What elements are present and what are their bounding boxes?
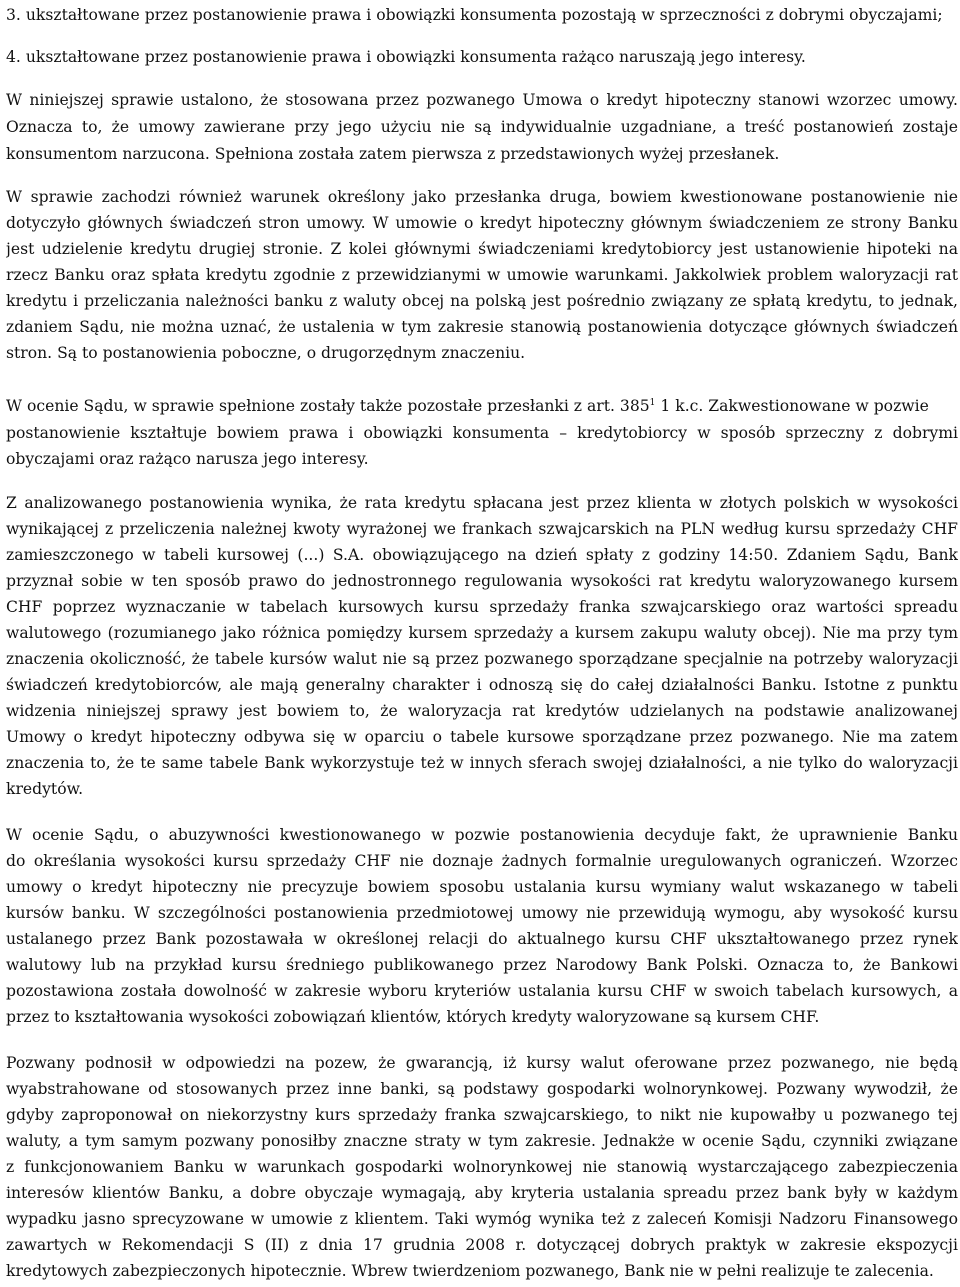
paragraph-text <box>6 393 929 419</box>
paragraph-line: Pozwany podnosił w odpowiedzi na pozew, że gwarancją, iż kursy walut oferowane przez pozwanego, nie będą <box>6 1054 958 1072</box>
paragraph-line: gdyby zaproponował on niekorzystny kurs sprzedaży franka szwajcarskiego, to nikt nie kupowałby u pozwanego tej <box>6 1106 958 1124</box>
paragraph-line: z funkcjonowaniem Banku w warunkach gospodarki wolnorynkowej nie stanowią wystarczającego zabezpieczenia <box>6 1158 958 1176</box>
paragraph-line: kursów banku. W szczególności postanowienia przedmiotowej umowy nie przewidują wymogu, aby wysokość kursu <box>6 904 958 922</box>
paragraph-line: wyabstrahowane od stosowanych przez inne banki, są podstawy gospodarki wolnorynkowej. Pozwany wywodził, że <box>6 1080 958 1098</box>
paragraph-line: Oznacza to, że umowy zawierane przy jego użyciu nie są indywidualnie uzgadniane, a treść postanowień zostaje <box>6 118 958 136</box>
list-item <box>6 2 958 28</box>
paragraph-line: jest udzielenie kredytu drugiej stronie. Z kolei głównymi świadczeniami kredytobiorcy jest ustanowienie hipoteki na <box>6 240 958 258</box>
paragraph-line: zdaniem Sądu, nie można uznać, że ustalenia w tym zakresie stanowią postanowienia dotyczące głównych świadczeń <box>6 318 958 336</box>
paragraph-line: dotyczyło głównych świadczeń stron umowy. W umowie o kredyt hipoteczny głównym świadczeniem ze strony Banku <box>6 214 958 232</box>
paragraph-line: znaczenia to, że te same tabele Bank wykorzystuje też w innych sferach swojej działalności, a nie tylko do waloryzacji <box>6 754 958 772</box>
article-reference: W ocenie Sądu, w sprawie spełnione zostały także pozostałe przesłanki z art. 385 <box>6 397 650 415</box>
paragraph-line: kredytów. <box>6 780 84 798</box>
list-item-number: 3. <box>6 6 21 24</box>
paragraph-line: W sprawie zachodzi również warunek określony jako przesłanka druga, bowiem kwestionowane postanowienie nie <box>6 188 958 206</box>
paragraph-line: wypadku jasno sprecyzowane w umowie z klientem. Taki wymóg wynika też z zaleceń Komisji Nadzoru Finansowego <box>6 1210 958 1228</box>
paragraph-text-continued: 1 k.c. Zakwestionowane w pozwie <box>655 397 929 415</box>
list-item-text: ukształtowane przez postanowienie prawa i obowiązki konsumenta rażąco naruszają jego interesy. <box>25 48 806 66</box>
paragraph-line: do określania wysokości kursu sprzedaży CHF nie doznaje żadnych formalnie uregulowanych ograniczeń. Wzorzec <box>6 852 958 870</box>
paragraph-line: wynikającej z przeliczenia należnej kwoty wyrażonej we frankach szwajcarskich na PLN według kursu sprzedaży CHF <box>6 520 958 538</box>
paragraph-line: walutowy lub na przykład kursu średniego publikowanego przez Narodowy Bank Polski. Oznacza to, że Bankowi <box>6 956 958 974</box>
paragraph-line: ustalanego przez Bank pozostawała w określonej relacji do aktualnego kursu CHF ukształtowanego przez rynek <box>6 930 958 948</box>
superscript: 1 <box>649 398 656 408</box>
paragraph-line: interesów klientów Banku, a dobre obyczaje wymagają, aby kryteria ustalania spreadu przez bank były w każdym <box>6 1184 958 1202</box>
paragraph-line: CHF poprzez wyznaczanie w tabelach kursowych kursu sprzedaży franka szwajcarskiego oraz wartości spreadu <box>6 598 958 616</box>
paragraph-line: waluty, a tym samym pozwany ponosiłby znaczne straty w tym zakresie. Jednakże w ocenie Sądu, czynniki związane <box>6 1132 958 1150</box>
paragraph-line: W niniejszej sprawie ustalono, że stosowana przez pozwanego Umowa o kredyt hipoteczny stanowi wzorzec umowy. <box>6 91 958 109</box>
paragraph-line: widzenia niniejszej sprawy jest bowiem to, że waloryzacja rat kredytów udzielanych na podstawie analizowanej <box>6 702 958 720</box>
paragraph-line: zawartych w Rekomendacji S (II) z dnia 17 grudnia 2008 r. dotyczącej dobrych praktyk w zakresie ekspozycji <box>6 1236 958 1254</box>
paragraph-line: obyczajami oraz rażąco narusza jego interesy. <box>6 450 369 468</box>
paragraph-line: umowy o kredyt hipoteczny nie precyzuje bowiem sposobu ustalania kursu wymiany walut wskazanego w tabeli <box>6 878 958 896</box>
paragraph-line: postanowienie kształtuje bowiem prawa i obowiązki konsumenta – kredytobiorcy w sposób sprzeczny z dobrymi <box>6 424 958 442</box>
paragraph-line: przez to kształtowania wysokości zobowiązań klientów, których kredyty waloryzowane są kursem CHF. <box>6 1008 820 1026</box>
paragraph-line: stron. Są to postanowienia poboczne, o drugorzędnym znaczeniu. <box>6 344 526 362</box>
list-item-text: ukształtowane przez postanowienie prawa i obowiązki konsumenta pozostają w sprzeczności z dobrymi obyczajami; <box>25 6 943 24</box>
paragraph-line: W ocenie Sądu, o abuzywności kwestionowanego w pozwie postanowienia decyduje fakt, że uprawnienie Banku <box>6 826 958 844</box>
paragraph-line: świadczeń kredytobiorców, ale mają generalny charakter i odnoszą się do całej działalności Banku. Istotne z punktu <box>6 676 958 694</box>
paragraph-line: konsumentom narzucona. Spełniona została zatem pierwsza z przedstawionych wyżej przesłanek. <box>6 145 780 163</box>
paragraph-line: kredytowych zabezpieczonych hipotecznie. Wbrew twierdzeniom pozwanego, Bank nie w pełni realizuje te zalecenia. <box>6 1262 934 1280</box>
paragraph-line: przyznał sobie w ten sposób prawo do jednostronnego regulowania wysokości rat kredytu waloryzowanego kursem <box>6 572 958 590</box>
paragraph-line: rzecz Banku oraz spłata kredytu zgodnie z przewidzianymi w umowie warunkami. Jakkolwiek problem waloryzacji rat <box>6 266 958 284</box>
paragraph-line: zamieszczonego w tabeli kursowej (...) S.A. obowiązującego na dzień spłaty z godziny 14:50. Zdaniem Sądu, Bank <box>6 546 958 564</box>
paragraph-line: Umowy o kredyt hipoteczny odbywa się w oparciu o tabele kursowe sporządzane przez pozwanego. Nie ma zatem <box>6 728 958 746</box>
paragraph-line <box>6 393 958 419</box>
paragraph-line: pozostawiona została dowolność w zakresie wyboru kryteriów ustalania kursu CHF w swoich tabelach kursowych, a <box>6 982 958 1000</box>
paragraph-line: kredytu i przeliczania należności banku z waluty obcej na polską jest pośrednio związany ze spłatą kredytu, to jednak, <box>6 292 958 310</box>
list-item-number: 4. <box>6 48 21 66</box>
list-item <box>6 44 958 70</box>
paragraph-line: walutowego (rozumianego jako różnica pomiędzy kursem sprzedaży a kursem zakupu waluty obcej). Nie ma przy tym <box>6 624 958 642</box>
paragraph-line: znaczenia okoliczność, że tabele kursów walut nie są przez pozwanego sporządzane specjalnie na potrzeby waloryzacji <box>6 650 958 668</box>
paragraph-line: Z analizowanego postanowienia wynika, że rata kredytu spłacana jest przez klienta w złotych polskich w wysokości <box>6 494 958 512</box>
